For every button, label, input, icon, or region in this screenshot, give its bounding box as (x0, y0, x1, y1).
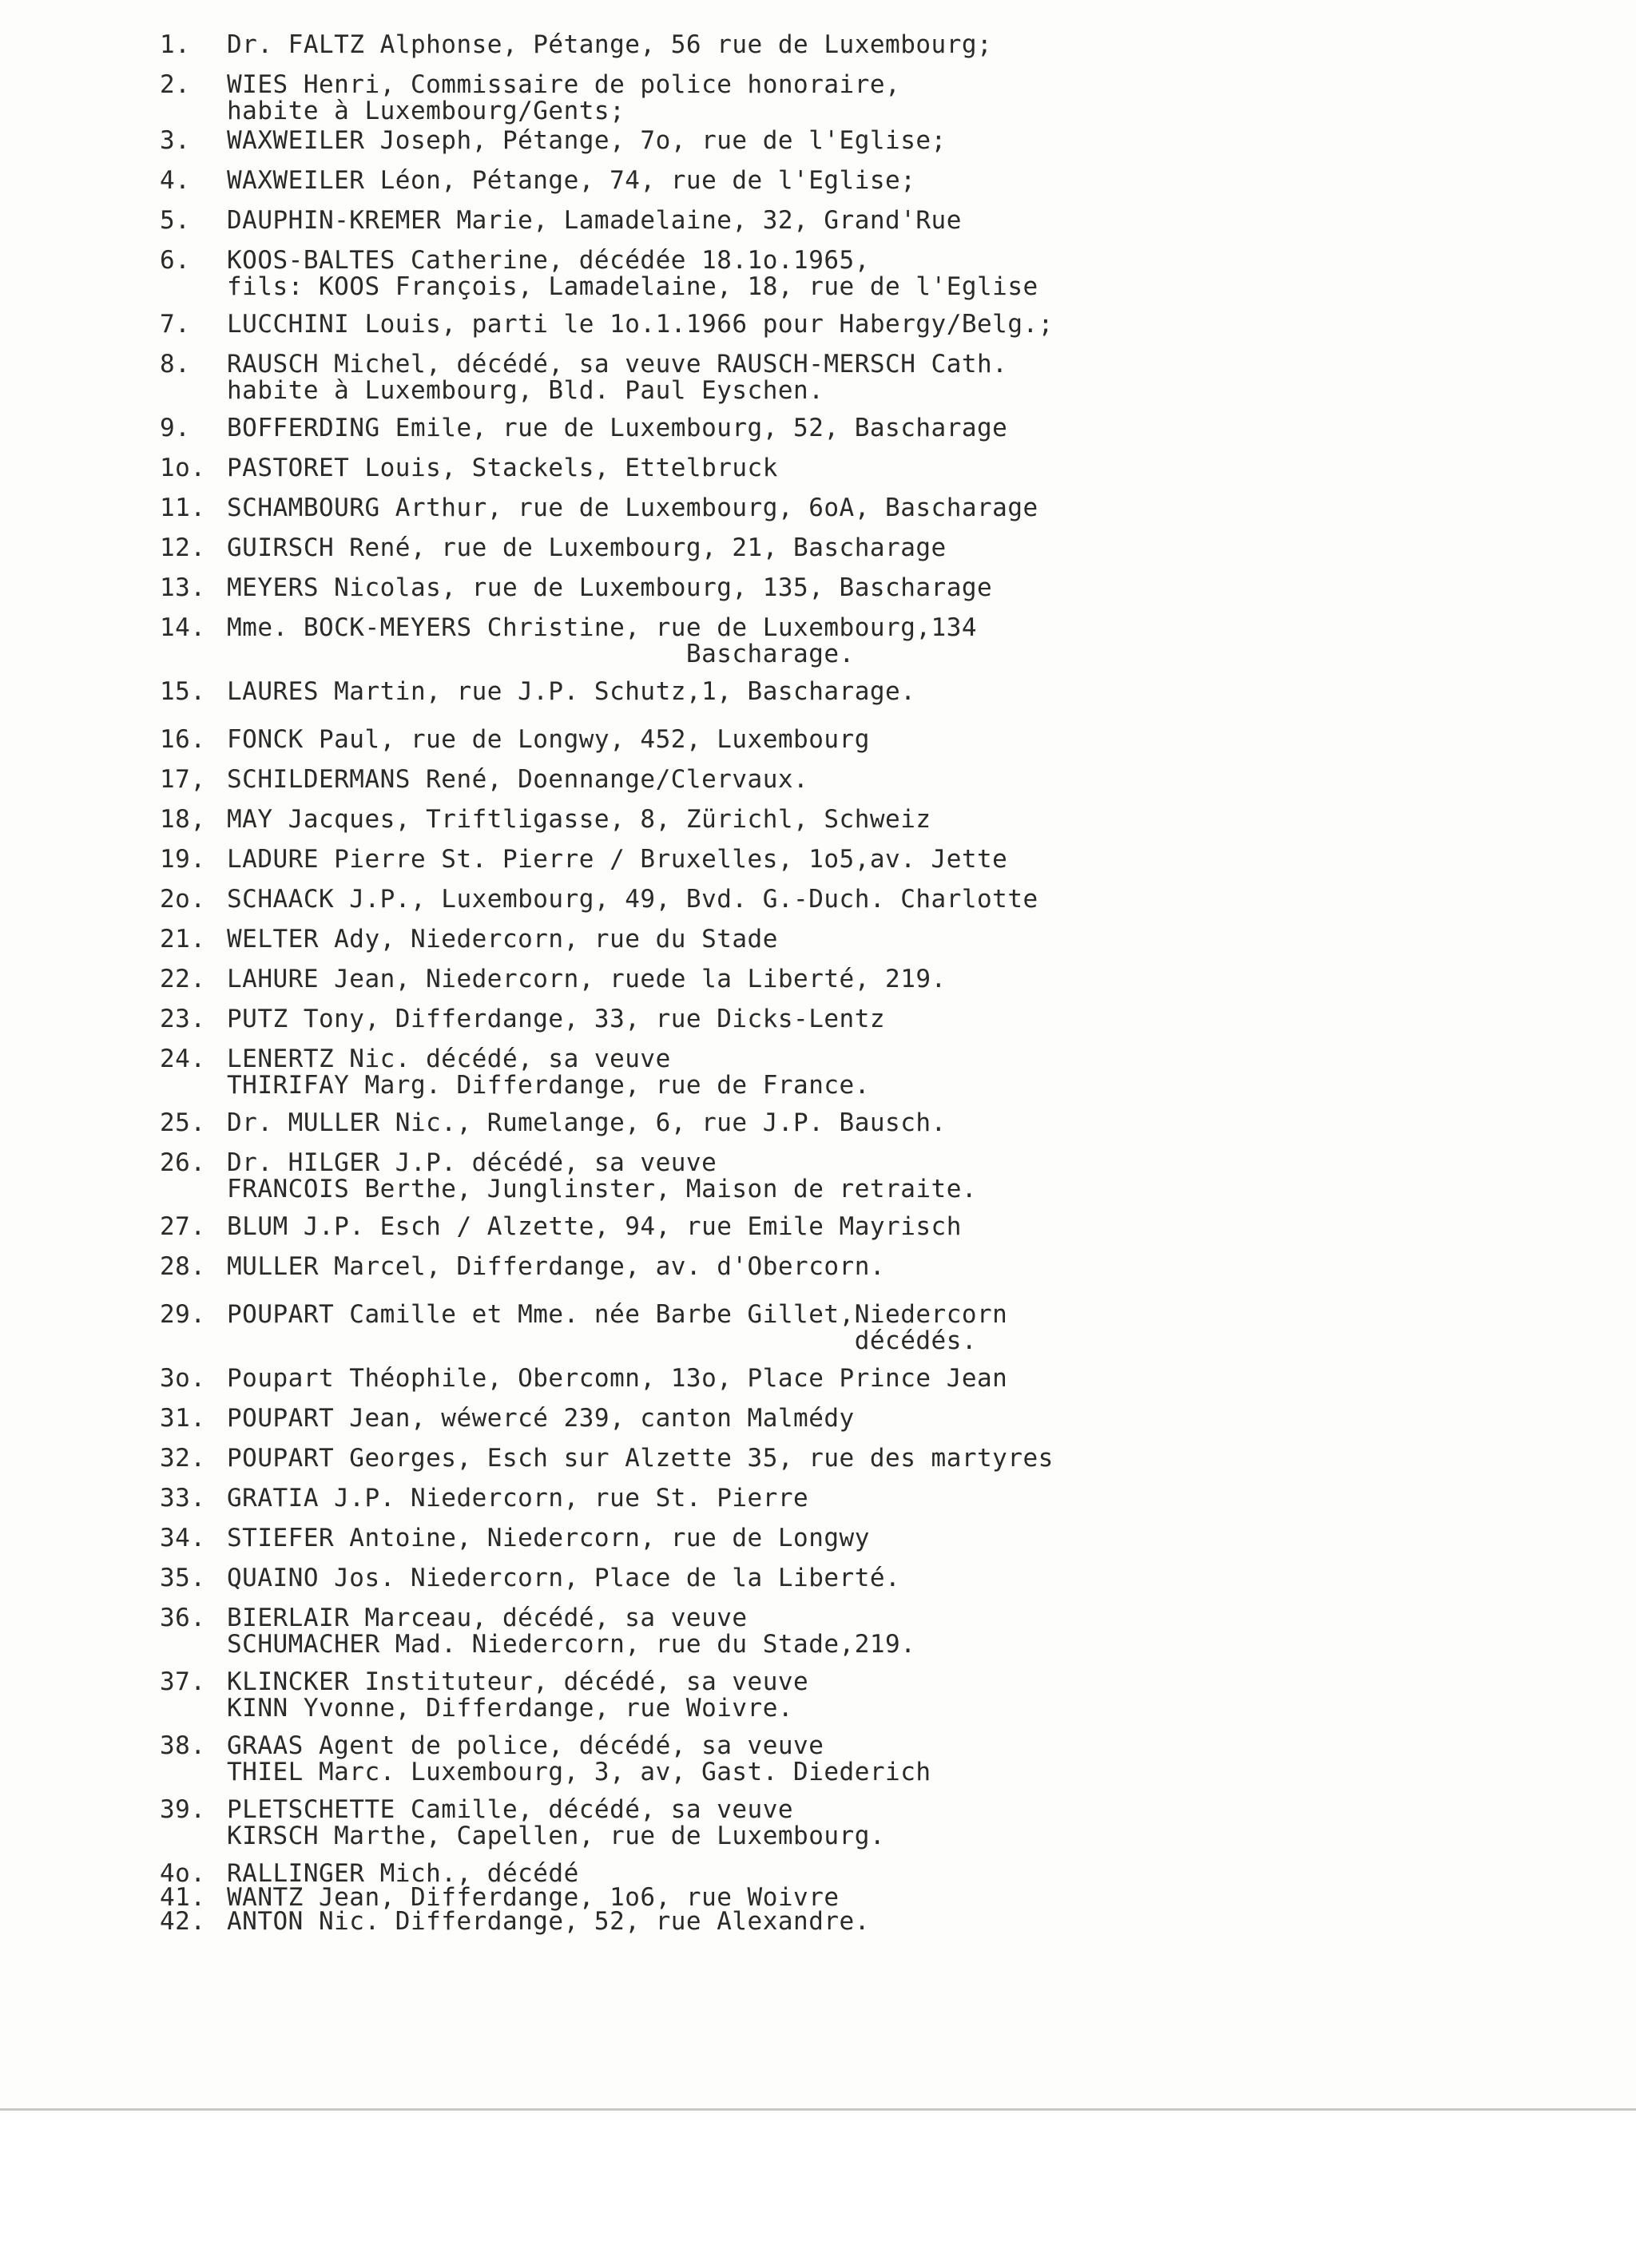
entry-line: POUPART Georges, Esch sur Alzette 35, rue des martyres (227, 1444, 1054, 1473)
entry-line: SCHUMACHER Mad. Niedercorn, rue du Stade,219. (227, 1630, 916, 1659)
entry-text (227, 1150, 1598, 1203)
entry-line: MAY Jacques, Triftligasse, 8, Zürichl, Schweiz (227, 805, 931, 834)
list-item (160, 966, 1598, 993)
entry-line: FONCK Paul, rue de Longwy, 452, Luxembourg (227, 725, 870, 754)
entry-line: POUPART Camille et Mme. née Barbe Gillet,Niedercorn (227, 1300, 1008, 1329)
entry-number: 5. (160, 206, 191, 235)
entry-text (227, 1565, 1598, 1592)
entry-number: 4. (160, 166, 191, 195)
entry-number: 9. (160, 414, 191, 442)
entry-number: 15. (160, 677, 206, 706)
entry-number: 7. (160, 310, 191, 339)
entry-number: 23. (160, 1005, 206, 1033)
entry-text (227, 1445, 1598, 1472)
entry-line: RALLINGER Mich., décédé (227, 1859, 579, 1888)
list-item (160, 1110, 1598, 1136)
list-item (160, 1254, 1598, 1280)
entry-text (227, 1046, 1598, 1099)
entry-line: WIES Henri, Commissaire de police honoraire, (227, 70, 901, 99)
entry-number: 33. (160, 1484, 206, 1513)
entry-number: 26. (160, 1148, 206, 1177)
list-item (160, 168, 1598, 194)
entry-line: SCHILDERMANS René, Doennange/Clervaux. (227, 765, 809, 794)
list-item (160, 1366, 1598, 1392)
entry-line: KLINCKER Instituteur, décédé, sa veuve (227, 1667, 809, 1696)
entry-text (227, 1366, 1598, 1392)
entry-line: Dr. MULLER Nic., Rumelange, 6, rue J.P. Bausch. (227, 1108, 947, 1137)
list-item (160, 615, 1598, 668)
entry-line: QUAINO Jos. Niedercorn, Place de la Liberté. (227, 1564, 901, 1592)
entry-line: DAUPHIN-KREMER Marie, Lamadelaine, 32, Grand'Rue (227, 206, 962, 235)
entry-text (227, 1733, 1598, 1786)
entry-text (227, 966, 1598, 993)
list-item (160, 767, 1598, 793)
entry-number: 2o. (160, 885, 206, 914)
entry-line: BLUM J.P. Esch / Alzette, 94, rue Emile Mayrisch (227, 1212, 962, 1241)
entry-line: KIRSCH Marthe, Capellen, rue de Luxembourg. (227, 1822, 886, 1850)
entry-text (227, 767, 1598, 793)
entry-text (227, 1525, 1598, 1552)
entry-line: FRANCOIS Berthe, Junglinster, Maison de retraite. (227, 1175, 978, 1203)
entry-line: BOFFERDING Emile, rue de Luxembourg, 52, Bascharage (227, 414, 1008, 442)
entry-line: WANTZ Jean, Differdange, 1o6, rue Woivre (227, 1883, 840, 1912)
entry-line: MEYERS Nicolas, rue de Luxembourg, 135, Bascharage (227, 573, 993, 602)
list-item (160, 1406, 1598, 1432)
entry-line: LAURES Martin, rue J.P. Schutz,1, Bascharage. (227, 677, 916, 706)
entry-line: STIEFER Antoine, Niedercorn, rue de Longwy (227, 1524, 870, 1552)
entry-line: habite à Luxembourg/Gents; (227, 97, 625, 125)
entry-text (227, 1006, 1598, 1033)
entry-line: PLETSCHETTE Camille, décédé, sa veuve (227, 1795, 794, 1824)
list-item (160, 1669, 1598, 1722)
entry-number: 11. (160, 494, 206, 522)
list-item (160, 1046, 1598, 1099)
list-item (160, 727, 1598, 753)
entry-text (227, 455, 1598, 482)
entry-text (227, 1302, 1598, 1354)
entry-line: décédés. (227, 1326, 978, 1355)
entry-text (227, 351, 1598, 404)
entry-number: 34. (160, 1524, 206, 1552)
entry-line: THIRIFAY Marg. Differdange, rue de France. (227, 1071, 870, 1100)
entry-text (227, 535, 1598, 561)
list-item (160, 208, 1598, 234)
entry-line: POUPART Jean, wéwercé 239, canton Malmédy (227, 1404, 855, 1433)
entry-line: GRATIA J.P. Niedercorn, rue St. Pierre (227, 1484, 809, 1513)
list-item (160, 455, 1598, 482)
entry-number: 27. (160, 1212, 206, 1241)
entry-line: ANTON Nic. Differdange, 52, rue Alexandre. (227, 1907, 870, 1936)
list-item (160, 1006, 1598, 1033)
entry-text (227, 248, 1598, 300)
list-item (160, 1565, 1598, 1592)
entry-line: fils: KOOS François, Lamadelaine, 18, rue de l'Eglise (227, 272, 1038, 301)
list-item (160, 807, 1598, 833)
list-item (160, 248, 1598, 300)
entry-line: LAHURE Jean, Niedercorn, ruede la Liberté, 219. (227, 965, 947, 993)
entry-line: RAUSCH Michel, décédé, sa veuve RAUSCH-MERSCH Cath. (227, 350, 1008, 379)
list-item (160, 128, 1598, 154)
entry-number: 4o. (160, 1859, 206, 1888)
list-item (160, 575, 1598, 601)
entry-text (227, 679, 1598, 705)
entry-line: WELTER Ady, Niedercorn, rue du Stade (227, 925, 778, 954)
entry-text (227, 168, 1598, 194)
entry-number: 39. (160, 1795, 206, 1824)
entry-text (227, 208, 1598, 234)
entry-text (227, 311, 1598, 338)
entry-line: KOOS-BALTES Catherine, décédée 18.1o.1965, (227, 246, 870, 275)
entry-number: 2. (160, 70, 191, 99)
entry-line: GUIRSCH René, rue de Luxembourg, 21, Bascharage (227, 533, 947, 562)
entry-number: 29. (160, 1300, 206, 1329)
entry-line: KINN Yvonne, Differdange, rue Woivre. (227, 1694, 794, 1723)
list-item (160, 351, 1598, 404)
entry-line: LENERTZ Nic. décédé, sa veuve (227, 1045, 671, 1073)
entry-text (227, 128, 1598, 154)
entry-number: 35. (160, 1564, 206, 1592)
list-item (160, 1605, 1598, 1658)
entry-line: WAXWEILER Léon, Pétange, 74, rue de l'Eglise; (227, 166, 916, 195)
entry-number: 13. (160, 573, 206, 602)
list-item (160, 32, 1598, 58)
entry-line: WAXWEILER Joseph, Pétange, 7o, rue de l'Eglise; (227, 126, 947, 155)
entry-number: 28. (160, 1252, 206, 1281)
entry-number: 37. (160, 1667, 206, 1696)
list-item (160, 535, 1598, 561)
entry-number: 16. (160, 725, 206, 754)
entry-text (227, 727, 1598, 753)
entry-number: 22. (160, 965, 206, 993)
list-item (160, 1525, 1598, 1552)
entry-text (227, 495, 1598, 521)
entry-number: 42. (160, 1907, 206, 1936)
list-item (160, 1445, 1598, 1472)
entry-text (227, 1406, 1598, 1432)
entry-text (227, 1909, 1598, 1935)
list-item (160, 1150, 1598, 1203)
entry-number: 12. (160, 533, 206, 562)
list-item (160, 886, 1598, 913)
list-item (160, 1733, 1598, 1786)
entry-text (227, 615, 1598, 668)
entry-line: SCHAACK J.P., Luxembourg, 49, Bvd. G.-Duch. Charlotte (227, 885, 1038, 914)
entry-line: GRAAS Agent de police, décédé, sa veuve (227, 1731, 824, 1760)
entry-number: 25. (160, 1108, 206, 1137)
entry-line: MULLER Marcel, Differdange, av. d'Obercorn. (227, 1252, 886, 1281)
list-item (160, 926, 1598, 953)
list-item (160, 1485, 1598, 1512)
entry-line: Dr. HILGER J.P. décédé, sa veuve (227, 1148, 717, 1177)
entry-line: PUTZ Tony, Differdange, 33, rue Dicks-Lentz (227, 1005, 886, 1033)
entry-text (227, 926, 1598, 953)
entry-number: 17, (160, 765, 206, 794)
entry-number: 14. (160, 613, 206, 642)
entry-text (227, 415, 1598, 442)
list-item (160, 72, 1598, 125)
list-item (160, 495, 1598, 521)
list-item (160, 847, 1598, 873)
entry-text (227, 886, 1598, 913)
entry-text (227, 1110, 1598, 1136)
entry-number: 3o. (160, 1364, 206, 1393)
entry-text (227, 1605, 1598, 1658)
entry-text (227, 1669, 1598, 1722)
entry-text (227, 1214, 1598, 1240)
entry-text (227, 72, 1598, 125)
entry-text (227, 1797, 1598, 1850)
entry-number: 1. (160, 30, 191, 59)
list-item (160, 1797, 1598, 1850)
entry-text (227, 1485, 1598, 1512)
entry-number: 38. (160, 1731, 206, 1760)
entry-text (227, 1254, 1598, 1280)
list-item (160, 1302, 1598, 1354)
entry-number: 41. (160, 1883, 206, 1912)
entry-text (227, 32, 1598, 58)
entry-number: 6. (160, 246, 191, 275)
entry-line: habite à Luxembourg, Bld. Paul Eyschen. (227, 376, 824, 405)
entry-number: 19. (160, 845, 206, 874)
entry-line: PASTORET Louis, Stackels, Ettelbruck (227, 454, 778, 482)
entry-number: 24. (160, 1045, 206, 1073)
entry-number: 3. (160, 126, 191, 155)
list-item (160, 311, 1598, 338)
list-item (160, 1909, 1598, 1935)
list-item (160, 679, 1598, 705)
list-item (160, 1214, 1598, 1240)
entry-number: 21. (160, 925, 206, 954)
entry-line: Bascharage. (227, 640, 855, 668)
entry-line: LADURE Pierre St. Pierre / Bruxelles, 1o5,av. Jette (227, 845, 1008, 874)
entry-number: 36. (160, 1604, 206, 1632)
entry-number: 32. (160, 1444, 206, 1473)
entry-number: 31. (160, 1404, 206, 1433)
entry-text (227, 575, 1598, 601)
entry-number: 18, (160, 805, 206, 834)
entry-line: Dr. FALTZ Alphonse, Pétange, 56 rue de Luxembourg; (227, 30, 993, 59)
entry-number: 1o. (160, 454, 206, 482)
entry-line: Mme. BOCK-MEYERS Christine, rue de Luxembourg,134 (227, 613, 978, 642)
entry-line: SCHAMBOURG Arthur, rue de Luxembourg, 6oA, Bascharage (227, 494, 1038, 522)
entry-line: LUCCHINI Louis, parti le 1o.1.1966 pour Habergy/Belg.; (227, 310, 1054, 339)
entry-line: Poupart Théophile, Obercomn, 13o, Place Prince Jean (227, 1364, 1008, 1393)
list-item (160, 415, 1598, 442)
entry-text (227, 847, 1598, 873)
entry-number: 8. (160, 350, 191, 379)
entry-line: BIERLAIR Marceau, décédé, sa veuve (227, 1604, 748, 1632)
entry-text (227, 807, 1598, 833)
entry-line: THIEL Marc. Luxembourg, 3, av, Gast. Diederich (227, 1758, 931, 1786)
